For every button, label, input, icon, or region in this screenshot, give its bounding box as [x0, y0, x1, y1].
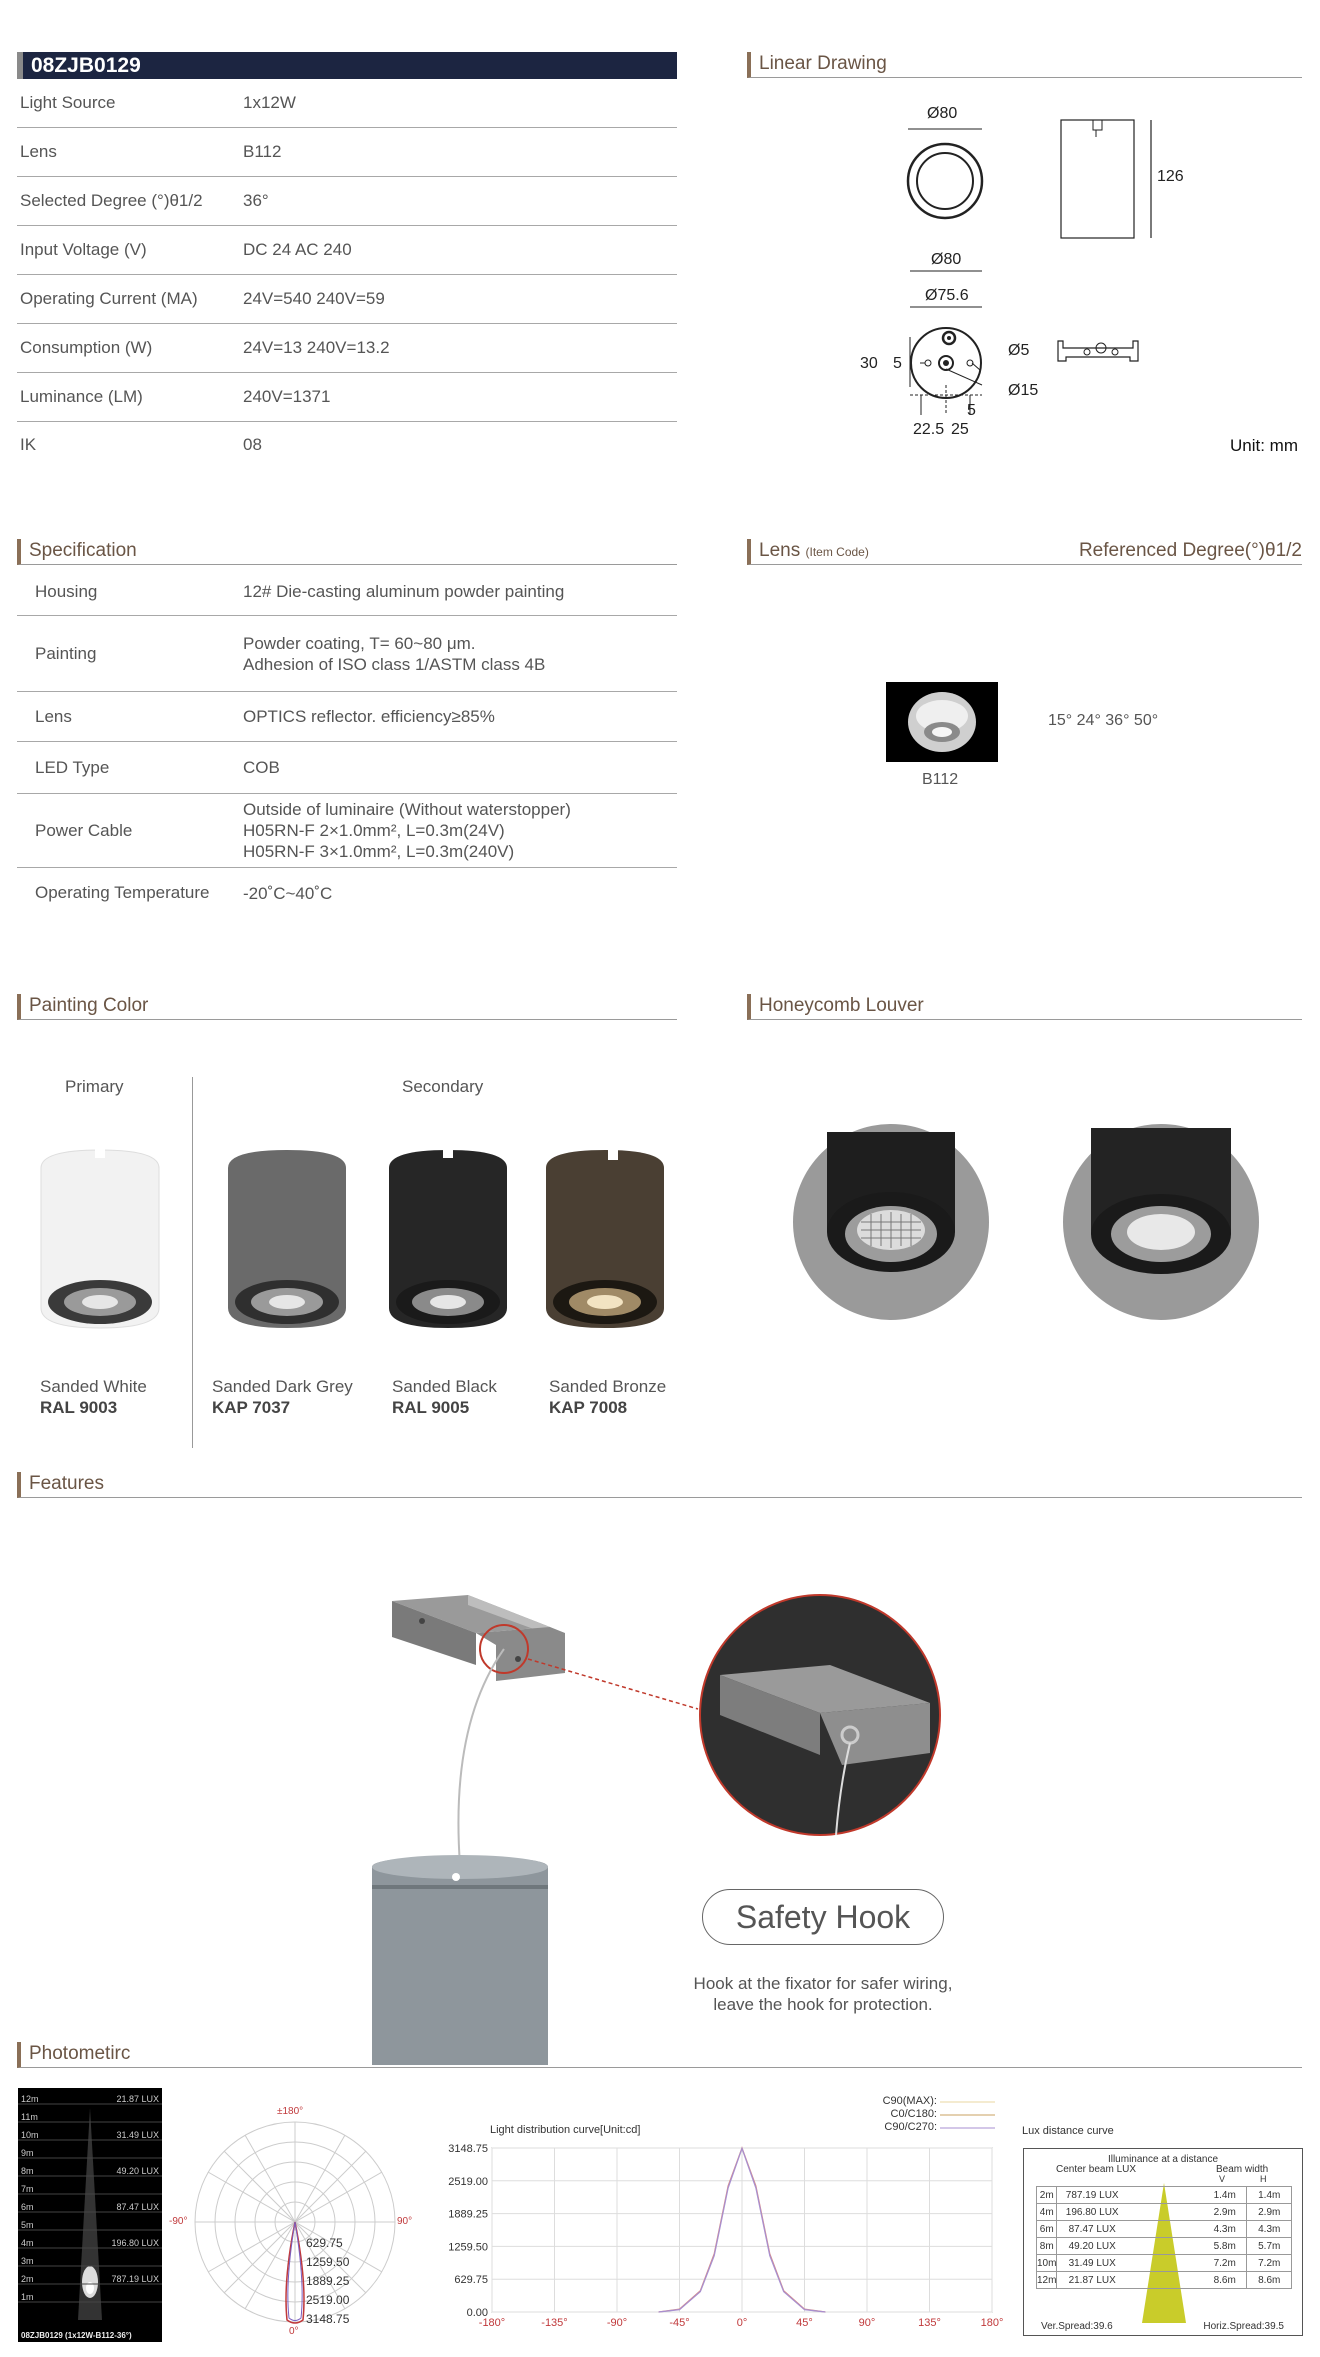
lux-value: 87.47 LUX — [1057, 2221, 1127, 2238]
lux-h: 8.6m — [1247, 2272, 1292, 2289]
lux-distance-title: Lux distance curve — [1022, 2125, 1114, 2137]
spec2-label: Operating Temperature — [35, 883, 210, 902]
dim-25: 25 — [951, 421, 969, 438]
spec-row — [17, 177, 677, 226]
spec-label: IK — [20, 435, 37, 454]
lens-degrees: 15° 24° 36° 50° — [1048, 712, 1159, 729]
dim-5a: 5 — [893, 355, 902, 372]
distance-label: 5m — [21, 2220, 34, 2230]
lux-label: 196.80 LUX — [111, 2238, 159, 2248]
lux-row — [1037, 2204, 1292, 2221]
spec2-value: H05RN-F 2×1.0mm², L=0.3m(24V) — [243, 821, 505, 840]
distance-caption: 08ZJB0129 (1x12W-B112-36°) — [21, 2331, 132, 2340]
spec2-row — [17, 794, 677, 868]
lens-name: B112 — [922, 771, 959, 788]
spec-value: DC 24 AC 240 — [243, 240, 352, 259]
spec2-value: 12# Die-casting aluminum powder painting — [243, 582, 565, 601]
distance-label: 11m — [21, 2112, 38, 2122]
spec2-row — [17, 692, 677, 742]
honeycomb-heading: Honeycomb Louver — [747, 994, 1302, 1020]
lux-v: 5.8m — [1203, 2238, 1247, 2255]
painting-color-heading: Painting Color — [17, 994, 677, 1020]
polar-ring-label: 1889.25 — [306, 2274, 350, 2288]
x-tick-label: -180° — [478, 2317, 506, 2329]
dim-d5: Ø5 — [1008, 342, 1030, 359]
spec-row — [17, 275, 677, 324]
distance-chart — [18, 2088, 162, 2342]
safety-hook-badge: Safety Hook — [702, 1889, 944, 1945]
spec2-row — [17, 568, 677, 616]
spec-label: Luminance (LM) — [20, 387, 143, 406]
y-tick-label: 2519.00 — [448, 2175, 488, 2188]
color-code: KAP 7037 — [212, 1398, 291, 1417]
polar-chart — [169, 2106, 413, 2337]
spec-row — [17, 226, 677, 275]
ver-spread: Ver.Spread:39.6 — [1041, 2321, 1113, 2332]
spec-label: Consumption (W) — [20, 338, 153, 357]
x-tick-label: 135° — [918, 2317, 941, 2329]
x-tick-label: 90° — [858, 2317, 876, 2329]
y-tick-label: 1889.25 — [448, 2208, 488, 2221]
distance-label: 1m — [21, 2292, 34, 2302]
light-distribution-chart — [430, 2140, 1020, 2345]
spec2-label: Housing — [35, 581, 98, 601]
lux-label: 49.20 LUX — [116, 2166, 159, 2176]
polar-ring-label: 629.75 — [306, 2236, 343, 2250]
spec-value: 1x12W — [243, 93, 296, 112]
lux-v: 7.2m — [1203, 2255, 1247, 2272]
desc-line: Hook at the fixator for safer wiring, — [693, 1974, 953, 1993]
lux-label: 87.47 LUX — [116, 2202, 159, 2212]
spec-label: Lens — [20, 142, 57, 161]
spec2-row — [17, 868, 677, 918]
polar-left-label: -90° — [169, 2216, 188, 2227]
lux-value: 196.80 LUX — [1057, 2204, 1127, 2221]
x-tick-label: -135° — [541, 2317, 568, 2329]
lux-row — [1037, 2221, 1292, 2238]
ldc-title: Light distribution curve[Unit:cd] — [490, 2124, 641, 2136]
spec-value: 24V=540 240V=59 — [243, 289, 385, 308]
specification-heading: Specification — [17, 539, 677, 565]
color-white — [40, 1376, 147, 1418]
features-heading: Features — [17, 1472, 1302, 1498]
spec2-value: Adhesion of ISO class 1/ASTM class 4B — [243, 654, 546, 674]
lux-col-center: Center beam LUX — [1056, 2164, 1137, 2175]
spec-row — [17, 128, 677, 177]
lamp-white-image — [35, 1140, 165, 1340]
linear-drawing — [880, 95, 1190, 455]
polar-ring-label: 1259.50 — [306, 2255, 350, 2269]
spec-row — [17, 324, 677, 373]
louver-image — [1061, 1122, 1261, 1322]
lux-label: 21.87 LUX — [116, 2094, 159, 2104]
y-tick-label: 0.00 — [466, 2307, 488, 2319]
spec-value: 24V=13 240V=13.2 — [243, 338, 390, 357]
x-tick-label: -45° — [669, 2317, 690, 2329]
spec-value: 08 — [243, 435, 262, 454]
spec-label: Selected Degree (°)θ1/2 — [20, 191, 203, 210]
primary-label: Primary — [65, 1077, 124, 1096]
lamp-bronze-image — [540, 1140, 670, 1340]
x-tick-label: 180° — [980, 2317, 1004, 2329]
ldc-legend-lines — [940, 2095, 1000, 2135]
y-tick-label: 629.75 — [454, 2274, 488, 2287]
color-name: Sanded Dark Grey — [212, 1377, 353, 1396]
legend-item: C0/C180: — [890, 2108, 937, 2120]
lens-item-code: (Item Code) — [805, 545, 869, 559]
spec-value: 240V=1371 — [243, 387, 331, 406]
dim-d15: Ø15 — [1008, 382, 1039, 399]
spec2-value: H05RN-F 3×1.0mm², L=0.3m(240V) — [243, 842, 515, 861]
lux-h: 1.4m — [1247, 2187, 1292, 2204]
dim-d75: Ø75.6 — [925, 287, 969, 304]
polar-right-label: 90° — [397, 2216, 413, 2227]
color-code: RAL 9003 — [40, 1398, 118, 1417]
spec-row — [17, 422, 677, 468]
lux-row — [1037, 2238, 1292, 2255]
distance-label: 3m — [21, 2256, 34, 2266]
secondary-label: Secondary — [402, 1077, 484, 1096]
linear-drawing-heading: Linear Drawing — [747, 52, 1302, 78]
spec2-label: Painting — [35, 643, 97, 663]
spec-value: B112 — [243, 142, 282, 161]
lux-dist: 10m — [1037, 2255, 1057, 2272]
polar-ring-label: 2519.00 — [306, 2293, 350, 2307]
hor-spread: Horiz.Spread:39.5 — [1203, 2321, 1284, 2332]
dim-h126: 126 — [1157, 168, 1184, 185]
dim-d80-mid: Ø80 — [931, 251, 962, 268]
spec2-value: Powder coating, T= 60~80 μm. — [243, 633, 476, 653]
lux-heading: Illuminance at a distance — [1107, 2154, 1219, 2165]
dim-5c: 5 — [967, 402, 976, 419]
lux-col-h: H — [1260, 2174, 1267, 2184]
color-black — [392, 1376, 497, 1418]
lux-v: 1.4m — [1203, 2187, 1247, 2204]
color-code: RAL 9005 — [392, 1398, 470, 1417]
divider — [192, 1077, 193, 1448]
polar-bottom-label: 0° — [289, 2326, 299, 2337]
lux-label: 31.49 LUX — [116, 2130, 159, 2140]
photometric-heading: Photometirc — [17, 2042, 1302, 2068]
dim-d80-top: Ø80 — [927, 105, 958, 122]
distance-label: 9m — [21, 2148, 34, 2158]
spec2-value: OPTICS reflector. efficiency≥85% — [243, 707, 495, 726]
polar-ring-label: 3148.75 — [306, 2312, 350, 2326]
spec2-label: Lens — [35, 706, 72, 726]
lux-row — [1037, 2187, 1292, 2204]
lux-label: 787.19 LUX — [111, 2274, 159, 2284]
safety-hook-desc — [640, 1973, 1006, 2015]
lens-ref-degree: Referenced Degree(°)θ1/2 — [1078, 540, 1302, 561]
spec-row — [17, 79, 677, 128]
unit-label: Unit: mm — [1230, 436, 1298, 455]
lux-h: 2.9m — [1247, 2204, 1292, 2221]
distance-label: 6m — [21, 2202, 34, 2212]
lux-h: 4.3m — [1247, 2221, 1292, 2238]
lux-h: 5.7m — [1247, 2238, 1292, 2255]
product-code: 08ZJB0129 — [17, 52, 677, 79]
spec2-label: LED Type — [35, 757, 110, 777]
legend-item: C90/C270: — [884, 2121, 937, 2133]
desc-line: leave the hook for protection. — [713, 1995, 933, 2014]
distance-label: 2m — [21, 2274, 34, 2284]
spec2-value: COB — [243, 758, 280, 777]
lamp-black-image — [383, 1140, 513, 1340]
x-tick-label: 45° — [796, 2317, 813, 2329]
lux-dist: 2m — [1037, 2187, 1057, 2204]
lamp-dark-grey-image — [222, 1140, 352, 1340]
color-bronze — [549, 1376, 666, 1418]
lux-h: 7.2m — [1247, 2255, 1292, 2272]
distance-label: 4m — [21, 2238, 34, 2248]
spec2-value: Outside of luminaire (Without waterstopper) — [243, 800, 571, 819]
distance-label: 8m — [21, 2166, 34, 2176]
distance-label: 10m — [21, 2130, 39, 2140]
color-name: Sanded White — [40, 1377, 147, 1396]
lux-rows — [1036, 2186, 1292, 2289]
lux-value: 31.49 LUX — [1057, 2255, 1127, 2272]
spec-label: Operating Current (MA) — [20, 289, 198, 308]
lux-dist: 6m — [1037, 2221, 1057, 2238]
lux-dist: 12m — [1037, 2272, 1057, 2289]
color-name: Sanded Bronze — [549, 1377, 667, 1396]
x-tick-label: -90° — [606, 2317, 628, 2329]
lux-col-beam: Beam width — [1216, 2164, 1269, 2175]
x-tick-label: 0° — [736, 2317, 748, 2329]
spec-label: Light Source — [20, 93, 116, 112]
lux-value: 21.87 LUX — [1057, 2272, 1127, 2289]
color-name: Sanded Black — [392, 1377, 497, 1396]
lux-row — [1037, 2255, 1292, 2272]
spec2-label: Power Cable — [35, 820, 133, 840]
spec2-row — [17, 616, 677, 692]
lux-v: 4.3m — [1203, 2221, 1247, 2238]
y-tick-label: 1259.50 — [448, 2241, 488, 2254]
lux-v: 2.9m — [1203, 2204, 1247, 2221]
color-code: KAP 7008 — [549, 1398, 628, 1417]
y-tick-label: 3148.75 — [448, 2143, 488, 2155]
lux-col-v: V — [1219, 2174, 1226, 2184]
lux-v: 8.6m — [1203, 2272, 1247, 2289]
lux-dist: 8m — [1037, 2238, 1057, 2255]
lens-title: Lens — [759, 540, 801, 561]
ldc-legend — [862, 2095, 937, 2134]
polar-top-label: ±180° — [277, 2106, 304, 2117]
lux-distance-table — [1023, 2148, 1303, 2336]
lux-row — [1037, 2272, 1292, 2289]
legend-item: C90(MAX): — [882, 2095, 937, 2107]
spec2-row — [17, 742, 677, 794]
distance-label: 7m — [21, 2184, 34, 2194]
lux-value: 787.19 LUX — [1057, 2187, 1127, 2204]
color-dark-grey — [212, 1376, 353, 1418]
dim-22-5: 22.5 — [913, 421, 945, 438]
honeycomb-image — [791, 1122, 991, 1322]
spec2-value: -20˚C~40˚C — [243, 883, 333, 903]
spec-label: Input Voltage (V) — [20, 240, 147, 259]
lens-image — [886, 682, 998, 762]
lens-heading — [747, 539, 1302, 565]
lux-value: 49.20 LUX — [1057, 2238, 1127, 2255]
spec-value: 36° — [243, 191, 269, 210]
lux-dist: 4m — [1037, 2204, 1057, 2221]
distance-label: 12m — [21, 2094, 39, 2104]
spec-row — [17, 373, 677, 422]
dim-30: 30 — [860, 355, 878, 372]
